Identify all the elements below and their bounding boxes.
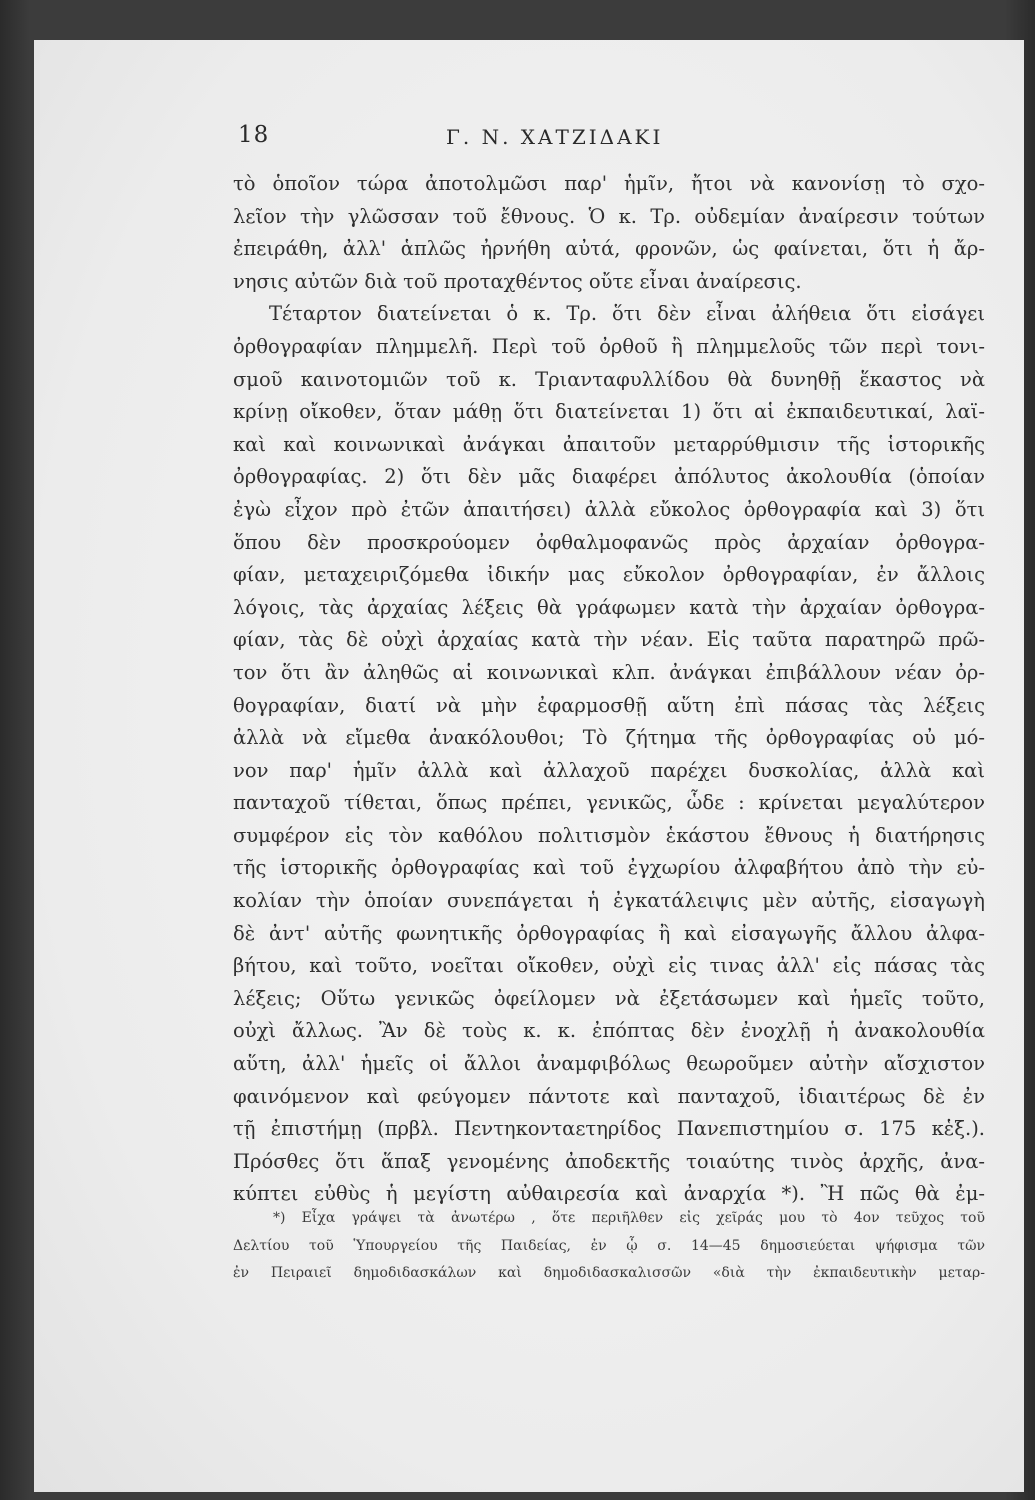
footnote bbox=[233, 1205, 985, 1288]
text-line: σμοῦ καινοτομιῶν τοῦ κ. Τριανταφυλλίδου θὰ δυνηθῇ ἕκαστος νὰ bbox=[233, 367, 985, 391]
text-line: τον ὅτι ἂν ἀληθῶς αἱ κοινωνικαὶ κλπ. ἀνάγκαι ἐπιβάλλουν νέαν ὀρ- bbox=[233, 660, 985, 684]
text-line: νησις αὐτῶν διὰ τοῦ προταχθέντος οὔτε εἶναι ἀναίρεσις. bbox=[233, 269, 802, 293]
text-line: Τέταρτον διατείνεται ὁ κ. Τρ. ὅτι δὲν εἶναι ἀλήθεια ὅτι εἰσάγει bbox=[269, 302, 985, 326]
text-line: ἐπειράθη, ἀλλ' ἁπλῶς ἠρνήθη αὐτά, φρονῶν, ὡς φαίνεται, ὅτι ἡ ἄρ- bbox=[233, 237, 985, 261]
text-line: αὕτη, ἀλλ' ἡμεῖς οἱ ἄλλοι ἀναμφιβόλως θεωροῦμεν αὐτὴν αἴσχιστον bbox=[233, 1052, 985, 1076]
text-line: ἐγὼ εἶχον πρὸ ἐτῶν ἀπαιτήσει) ἀλλὰ εὔκολος ὀρθογραφία καὶ 3) ὅτι bbox=[233, 497, 985, 521]
text-line: ὅπου δὲν προσκρούομεν ὀφθαλμοφανῶς πρὸς ἀρχαίαν ὀρθογρα- bbox=[233, 530, 985, 554]
running-head: Γ. Ν. ΧΑΤΖΙΔΑΚΙ bbox=[446, 125, 664, 149]
footnote-line: ἐν Πειραιεῖ δημοδιδασκάλων καὶ δημοδιδασκαλισσῶν «διὰ τὴν ἐκπαιδευτικὴν μεταρ- bbox=[233, 1265, 985, 1281]
text-line: τῇ ἐπιστήμῃ (πρβλ. Πεντηκονταετηρίδος Πανεπιστημίου σ. 175 κἑξ.). bbox=[233, 1117, 985, 1141]
text-line: Πρόσθες ὅτι ἅπαξ γενομένης ἀποδεκτῆς τοιαύτης τινὸς ἀρχῆς, ἀνα- bbox=[233, 1149, 985, 1173]
footnote-line: *) Εἶχα γράψει τὰ ἀνωτέρω , ὅτε περιῆλθεν εἰς χεῖράς μου τὸ 4ον τεῦχος τοῦ bbox=[273, 1210, 985, 1226]
text-line: λόγοις, τὰς ἀρχαίας λέξεις θὰ γράφωμεν κατὰ τὴν ἀρχαίαν ὀρθογρα- bbox=[233, 595, 985, 619]
text-line: φίαν, τὰς δὲ οὐχὶ ἀρχαίας κατὰ τὴν νέαν. Εἰς ταῦτα παρατηρῶ πρῶ- bbox=[233, 628, 985, 652]
text-line: φαινόμενον καὶ φεύγομεν πάντοτε καὶ πανταχοῦ, ἰδιαιτέρως δὲ ἐν bbox=[233, 1084, 985, 1108]
text-line: λεῖον τὴν γλῶσσαν τοῦ ἔθνους. Ὁ κ. Τρ. οὐδεμίαν ἀναίρεσιν τούτων bbox=[233, 204, 985, 228]
page-number: 18 bbox=[238, 122, 270, 148]
text-line: ὀρθογραφίαν πλημμελῆ. Περὶ τοῦ ὀρθοῦ ἢ πλημμελοῦς τῶν περὶ τονι- bbox=[233, 334, 985, 358]
text-line: φίαν, μεταχειριζόμεθα ἰδικήν μας εὔκολον ὀρθογραφίαν, ἐν ἄλλοις bbox=[233, 563, 985, 587]
text-line: τῆς ἱστορικῆς ὀρθογραφίας καὶ τοῦ ἐγχωρίου ἀλφαβήτου ἀπὸ τὴν εὐ- bbox=[233, 856, 985, 880]
text-line: κρίνῃ οἴκοθεν, ὅταν μάθῃ ὅτι διατείνεται 1) ὅτι αἱ ἐκπαιδευτικαί, λαϊ- bbox=[233, 400, 985, 424]
footnote-line: Δελτίου τοῦ Ὑπουργείου τῆς Παιδείας, ἐν ᾧ σ. 14—45 δημοσιεύεται ψήφισμα τῶν bbox=[233, 1237, 985, 1254]
text-line: λέξεις; Οὕτω γενικῶς ὀφείλομεν νὰ ἐξετάσωμεν καὶ ἡμεῖς τοῦτο, bbox=[233, 986, 985, 1010]
text-line: κύπτει εὐθὺς ἡ μεγίστη αὐθαιρεσία καὶ ἀναρχία *). Ἢ πῶς θὰ ἐμ- bbox=[233, 1182, 985, 1206]
text-line: κολίαν τὴν ὁποίαν συνεπάγεται ἡ ἐγκατάλειψις μὲν αὐτῆς, εἰσαγωγὴ bbox=[233, 889, 985, 913]
text-line: νον παρ' ἡμῖν ἀλλὰ καὶ ἀλλαχοῦ παρέχει δυσκολίας, ἀλλὰ καὶ bbox=[233, 758, 985, 782]
text-line: ὀρθογραφίας. 2) ὅτι δὲν μᾶς διαφέρει ἀπόλυτος ἀκολουθία (ὁποίαν bbox=[233, 465, 985, 489]
text-line: καὶ καὶ κοινωνικαὶ ἀνάγκαι ἀπαιτοῦν μεταρρύθμισιν τῆς ἱστορικῆς bbox=[233, 432, 985, 456]
text-line: συμφέρον εἰς τὸν καθόλου πολιτισμὸν ἑκάστου ἔθνους ἡ διατήρησις bbox=[233, 823, 985, 847]
text-line: βήτου, καὶ τοῦτο, νοεῖται οἴκοθεν, οὐχὶ εἰς τινας ἀλλ' εἰς πάσας τὰς bbox=[233, 954, 985, 978]
text-line: πανταχοῦ τίθεται, ὅπως πρέπει, γενικῶς, ὧδε : κρίνεται μεγαλύτερον bbox=[233, 791, 985, 815]
page-header bbox=[238, 122, 1000, 162]
text-line: θογραφίαν, διατί νὰ μὴν ἐφαρμοσθῇ αὕτη ἐπὶ πάσας τὰς λέξεις bbox=[233, 693, 985, 717]
body-text bbox=[233, 168, 985, 1211]
text-line: τὸ ὁποῖον τώρα ἀποτολμῶσι παρ' ἡμῖν, ἤτοι νὰ κανονίσῃ τὸ σχο- bbox=[233, 172, 985, 195]
text-line: ἀλλὰ νὰ εἴμεθα ἀνακόλουθοι; Τὸ ζήτημα τῆς ὀρθογραφίας οὐ μό- bbox=[233, 726, 985, 750]
text-line: δὲ ἀντ' αὐτῆς φωνητικῆς ὀρθογραφίας ἢ καὶ εἰσαγωγῆς ἄλλου ἀλφα- bbox=[233, 921, 985, 945]
text-line: οὐχὶ ἄλλως. Ἂν δὲ τοὺς κ. κ. ἐπόπτας δὲν ἐνοχλῇ ἡ ἀνακολουθία bbox=[233, 1019, 985, 1043]
